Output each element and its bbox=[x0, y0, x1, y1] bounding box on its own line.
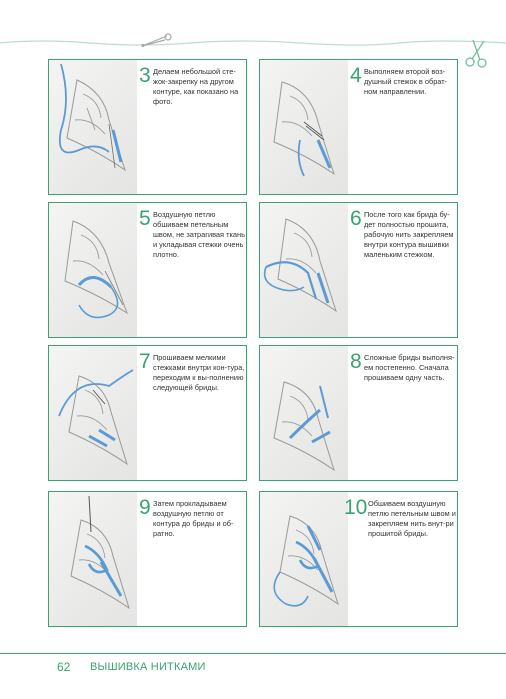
step-number: 7 bbox=[139, 350, 151, 373]
step-number: 10 bbox=[344, 496, 368, 519]
step-panel-6 bbox=[259, 202, 458, 338]
step-photo bbox=[49, 492, 137, 626]
step-number: 8 bbox=[350, 350, 362, 373]
step-photo bbox=[260, 492, 348, 626]
book-title: ВЫШИВКА НИТКАМИ bbox=[90, 661, 206, 673]
step-number: 6 bbox=[350, 207, 362, 230]
step-text: Делаем небольшой сте-жок-закрепку на другом контуре, как показано на фото. bbox=[153, 67, 239, 106]
step-number: 5 bbox=[139, 207, 151, 230]
step-panel-8 bbox=[259, 345, 458, 481]
footer-rule bbox=[0, 653, 506, 654]
step-photo bbox=[49, 203, 137, 337]
embroidery-illustration bbox=[260, 492, 348, 627]
step-panel-4 bbox=[259, 59, 458, 195]
embroidery-illustration bbox=[260, 346, 348, 481]
step-text: Обшиваем воздушную петлю петельным швом и закрепляем нить внут-ри прошитой бриды. bbox=[368, 499, 456, 538]
step-photo bbox=[49, 60, 137, 194]
step-text: После того как брида бу-дет полностью прошита, рабочую нить закрепляем внутри контура вышивки маленьким стежком. bbox=[364, 210, 454, 259]
step-text: Воздушную петлю обшиваем петельным швом, не затрагивая ткань и укладывая стежки очень плотно. bbox=[153, 210, 245, 259]
step-text: Выполняем второй воз-душный стежок в обрат-ном направлении. bbox=[364, 67, 448, 96]
step-photo bbox=[260, 60, 348, 194]
step-text: Прошиваем мелкими стежками внутри кон-тура, переходим к вы-полнению следующей бриды. bbox=[153, 353, 245, 392]
top-wavy-rule bbox=[0, 37, 506, 51]
embroidery-illustration bbox=[260, 60, 348, 195]
step-photo bbox=[260, 346, 348, 480]
embroidery-illustration bbox=[49, 492, 137, 627]
step-panel-7 bbox=[48, 345, 247, 481]
step-photo bbox=[49, 346, 137, 480]
step-panel-9 bbox=[48, 491, 247, 627]
embroidery-illustration bbox=[49, 60, 137, 195]
step-number: 3 bbox=[139, 64, 151, 87]
embroidery-illustration bbox=[49, 203, 137, 338]
embroidery-illustration bbox=[49, 346, 137, 481]
step-text: Затем прокладываем воздушную петлю от контура до бриды и об-ратно. bbox=[153, 499, 234, 538]
step-photo bbox=[260, 203, 348, 337]
step-text: Сложные бриды выполня-ем постепенно. Сначала прошиваем одну часть. bbox=[364, 353, 455, 382]
scissors-icon bbox=[464, 38, 490, 68]
page-number: 62 bbox=[57, 660, 71, 674]
embroidery-illustration bbox=[260, 203, 348, 338]
step-panel-3 bbox=[48, 59, 247, 195]
step-number: 9 bbox=[139, 496, 151, 519]
step-panel-5 bbox=[48, 202, 247, 338]
step-number: 4 bbox=[350, 64, 362, 87]
step-panel-10 bbox=[259, 491, 458, 627]
safety-pin-icon bbox=[139, 32, 173, 50]
